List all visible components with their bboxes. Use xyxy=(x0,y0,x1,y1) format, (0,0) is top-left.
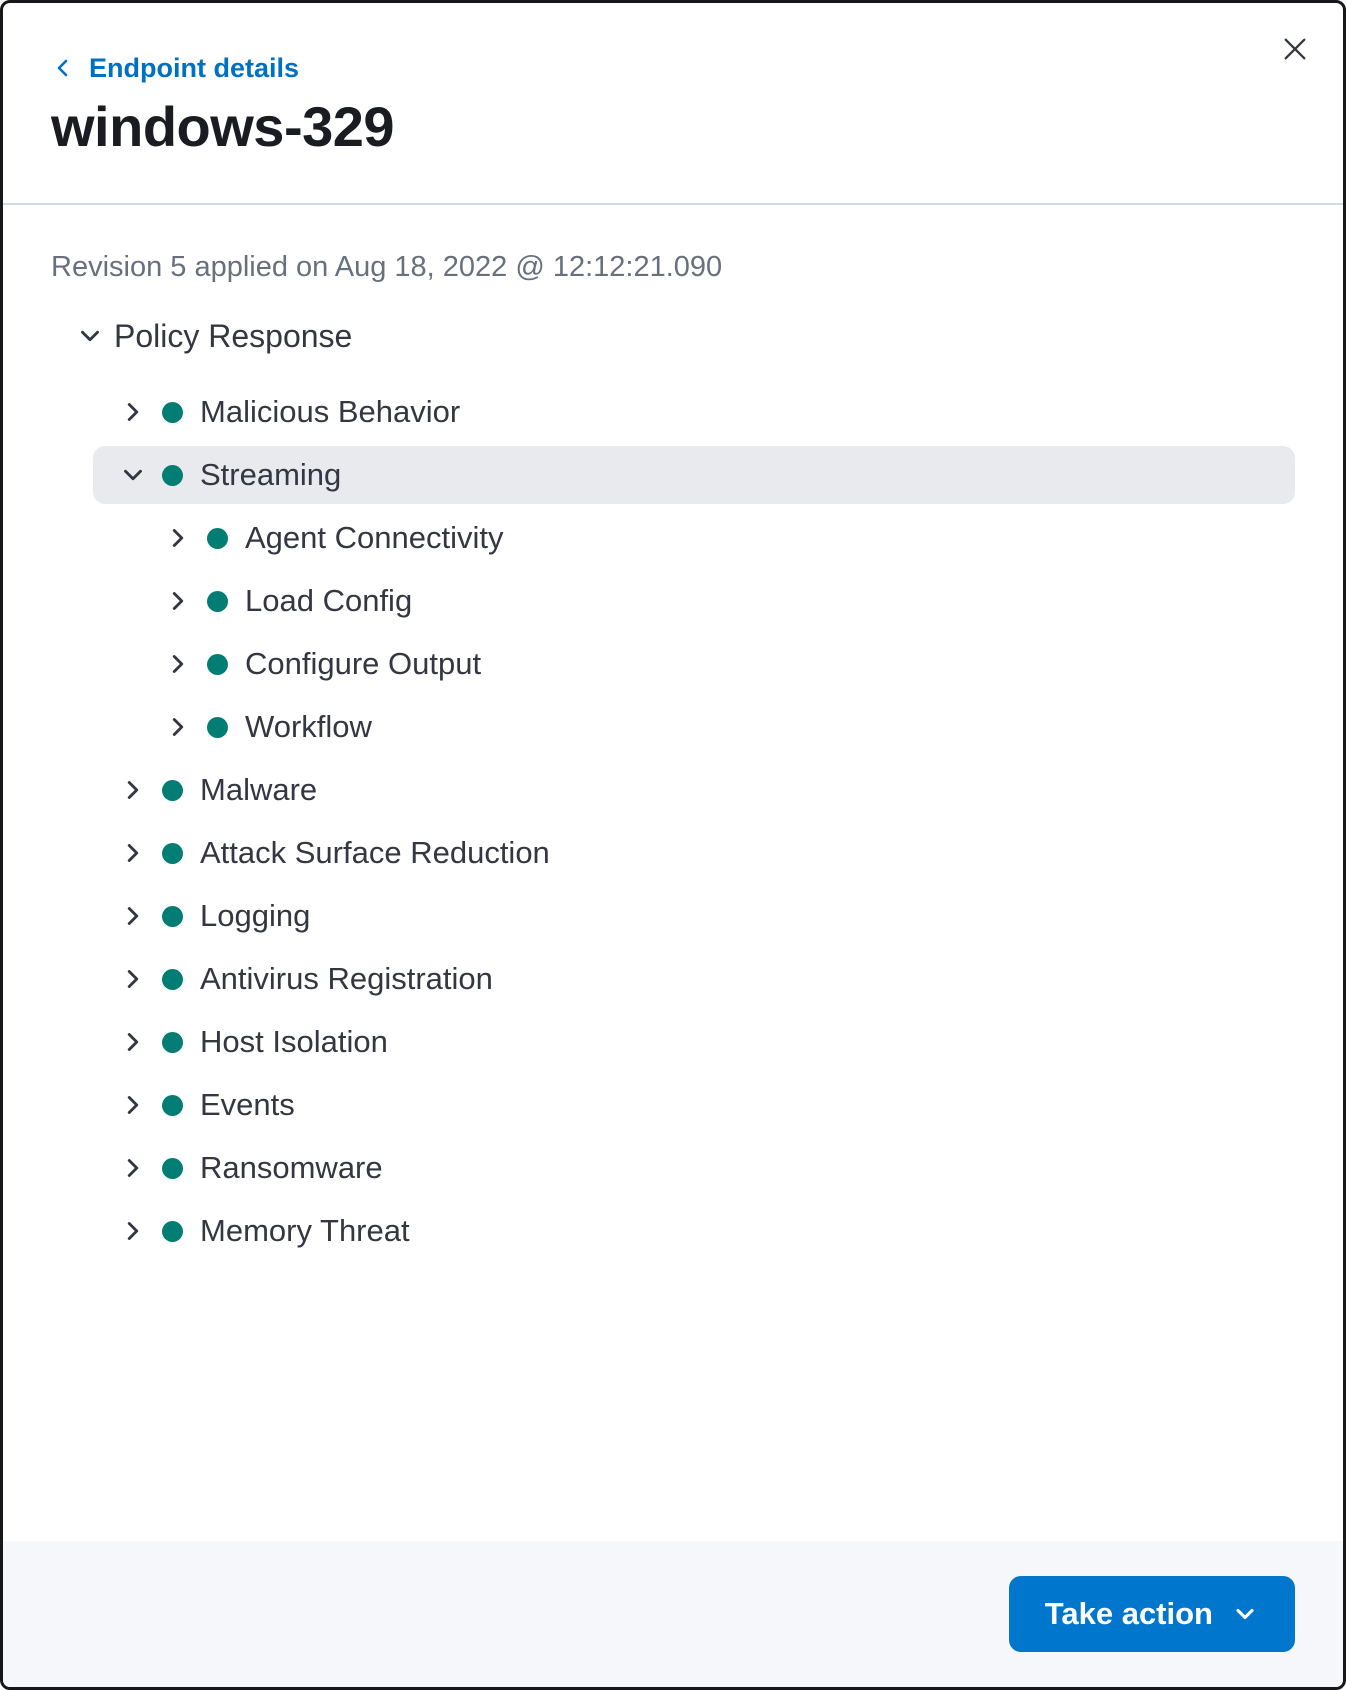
tree-item-policy-response[interactable] xyxy=(51,311,1295,361)
success-status-dot xyxy=(162,1095,183,1116)
tree-item-label: Ransomware xyxy=(200,1150,383,1185)
chevron-right-icon[interactable] xyxy=(118,1027,148,1057)
flyout-footer xyxy=(3,1541,1343,1687)
chevron-right-icon[interactable] xyxy=(118,1090,148,1120)
success-status-dot xyxy=(162,1032,183,1053)
chevron-right-icon[interactable] xyxy=(163,586,193,616)
success-status-dot xyxy=(207,591,228,612)
tree-item-label: Logging xyxy=(200,898,311,933)
chevron-right-icon[interactable] xyxy=(118,964,148,994)
flyout-body xyxy=(3,205,1343,1541)
page-title: windows-329 xyxy=(51,95,395,158)
chevron-right-icon[interactable] xyxy=(118,775,148,805)
back-link[interactable] xyxy=(51,51,299,85)
tree-item-malware[interactable] xyxy=(93,761,1295,819)
tree-item-agent-connectivity[interactable] xyxy=(93,509,1295,567)
success-status-dot xyxy=(162,906,183,927)
tree-item-attack-surface-reduction[interactable] xyxy=(93,824,1295,882)
tree-item-label: Antivirus Registration xyxy=(200,961,493,996)
success-status-dot xyxy=(207,528,228,549)
tree-item-label: Streaming xyxy=(200,457,342,492)
tree-item-configure-output[interactable] xyxy=(93,635,1295,693)
chevron-down-icon[interactable] xyxy=(118,460,148,490)
tree-item-streaming[interactable] xyxy=(93,446,1295,504)
chevron-right-icon[interactable] xyxy=(118,397,148,427)
tree-item-label: Agent Connectivity xyxy=(245,520,504,555)
tree-item-label: Policy Response xyxy=(114,317,353,354)
tree-item-workflow[interactable] xyxy=(93,698,1295,756)
tree-item-label: Malware xyxy=(200,772,318,807)
tree-item-label: Events xyxy=(200,1087,295,1122)
success-status-dot xyxy=(162,1221,183,1242)
tree-item-label: Workflow xyxy=(245,709,372,744)
success-status-dot xyxy=(162,969,183,990)
chevron-right-icon[interactable] xyxy=(163,523,193,553)
tree-item-label: Malicious Behavior xyxy=(200,394,461,429)
success-status-dot xyxy=(162,843,183,864)
success-status-dot xyxy=(162,1158,183,1179)
chevron-down-icon xyxy=(1231,1600,1259,1628)
revision-text: Revision 5 applied on Aug 18, 2022 @ 12:12:21.090 xyxy=(51,251,723,283)
chevron-left-icon xyxy=(51,56,75,80)
success-status-dot xyxy=(207,717,228,738)
chevron-down-icon[interactable] xyxy=(75,321,105,351)
take-action-label: Take action xyxy=(1044,1596,1213,1631)
tree-item-ransomware[interactable] xyxy=(93,1139,1295,1197)
tree-item-memory-threat[interactable] xyxy=(93,1202,1295,1260)
tree-item-logging[interactable] xyxy=(93,887,1295,945)
tree-item-label: Memory Threat xyxy=(200,1213,410,1248)
chevron-right-icon[interactable] xyxy=(163,649,193,679)
tree-item-label: Host Isolation xyxy=(200,1024,388,1059)
success-status-dot xyxy=(162,402,183,423)
back-link-label: Endpoint details xyxy=(89,53,300,83)
tree-item-malicious-behavior[interactable] xyxy=(93,383,1295,441)
tree-item-host-isolation[interactable] xyxy=(93,1013,1295,1071)
policy-response-tree xyxy=(51,311,1295,1260)
tree-item-antivirus-registration[interactable] xyxy=(93,950,1295,1008)
tree-item-load-config[interactable] xyxy=(93,572,1295,630)
success-status-dot xyxy=(162,780,183,801)
tree-item-events[interactable] xyxy=(93,1076,1295,1134)
tree-item-label: Attack Surface Reduction xyxy=(200,835,550,870)
take-action-button[interactable] xyxy=(1009,1576,1295,1652)
chevron-right-icon[interactable] xyxy=(118,1153,148,1183)
chevron-right-icon[interactable] xyxy=(163,712,193,742)
success-status-dot xyxy=(162,465,183,486)
tree-item-label: Configure Output xyxy=(245,646,482,681)
success-status-dot xyxy=(207,654,228,675)
chevron-right-icon[interactable] xyxy=(118,838,148,868)
tree-item-label: Load Config xyxy=(245,583,413,618)
flyout-header xyxy=(3,3,1343,159)
chevron-right-icon[interactable] xyxy=(118,1216,148,1246)
chevron-right-icon[interactable] xyxy=(118,901,148,931)
